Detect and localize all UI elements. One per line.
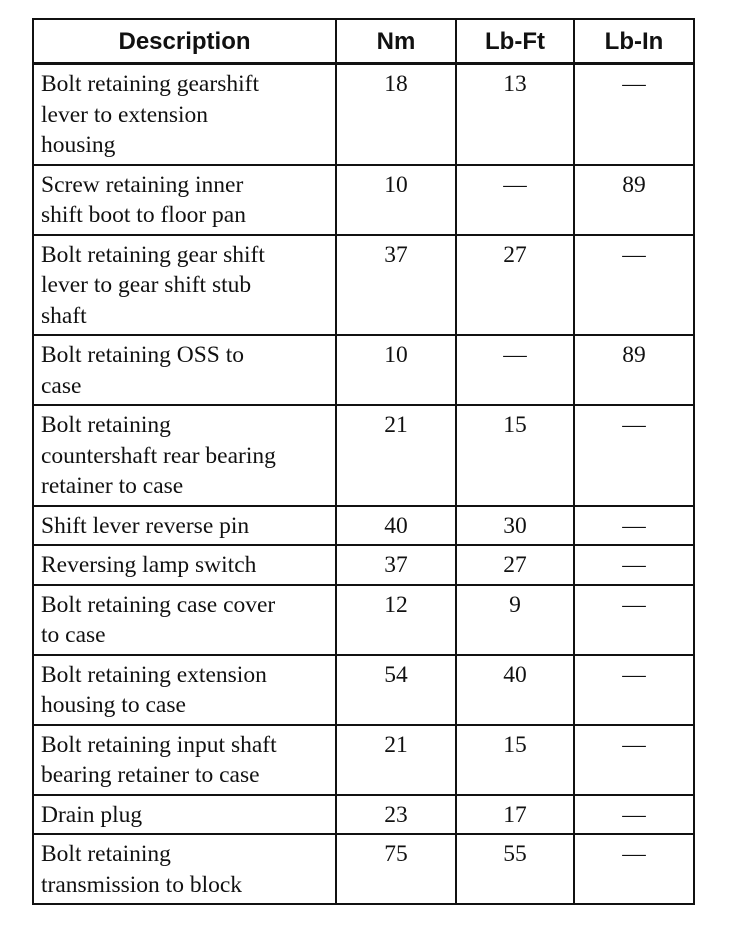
column-header-lbin: Lb-In: [574, 19, 694, 64]
description-cell: [33, 405, 336, 506]
nm-cell: 37: [336, 235, 456, 336]
description-line: Bolt retaining OSS to: [41, 342, 245, 368]
nm-cell: 21: [336, 405, 456, 506]
lbft-cell: 27: [456, 545, 574, 585]
description-line: Shift lever reverse pin: [41, 512, 250, 539]
description-line: bearing retainer to case: [41, 762, 260, 788]
description-cell: [33, 335, 336, 405]
table-row: [33, 585, 694, 655]
description-cell: [33, 64, 336, 165]
table-row: [33, 506, 694, 546]
nm-cell: 10: [336, 165, 456, 235]
description-line: to case: [41, 622, 106, 648]
nm-cell: 75: [336, 834, 456, 904]
lbin-cell: —: [574, 64, 694, 165]
lbft-cell: 40: [456, 655, 574, 725]
description-line: Bolt retaining gear shift: [41, 241, 265, 268]
description-line: Bolt retaining gearshift: [41, 71, 259, 97]
description-cell: [33, 655, 336, 725]
column-header-lbft: Lb-Ft: [456, 19, 574, 64]
lbin-cell: —: [574, 235, 694, 336]
lbin-cell: —: [574, 405, 694, 506]
lbft-cell: 9: [456, 585, 574, 655]
lbin-cell: —: [574, 585, 694, 655]
lbft-cell: 15: [456, 725, 574, 795]
nm-cell: 37: [336, 545, 456, 585]
lbin-cell: 89: [574, 165, 694, 235]
lbft-cell: 13: [456, 64, 574, 165]
description-cell: [33, 235, 336, 336]
column-header-nm: Nm: [336, 19, 456, 64]
lbin-cell: —: [574, 795, 694, 835]
description-line: Bolt retaining extension: [41, 661, 267, 688]
description-line: shift boot to floor pan: [41, 202, 246, 228]
description-line: retainer to case: [41, 473, 184, 499]
table-row: [33, 235, 694, 336]
description-line: Bolt retaining case cover: [41, 591, 276, 618]
table-row: [33, 165, 694, 235]
description-line: Screw retaining inner: [41, 171, 244, 198]
description-line: countershaft rear bearing: [41, 442, 276, 469]
table-row: [33, 725, 694, 795]
nm-cell: 12: [336, 585, 456, 655]
nm-cell: 18: [336, 64, 456, 165]
description-line: Bolt retaining: [41, 841, 171, 867]
table-row: [33, 834, 694, 904]
description-line: Bolt retaining input shaft: [41, 731, 277, 758]
description-line: Reversing lamp switch: [41, 552, 257, 578]
lbft-cell: —: [456, 335, 574, 405]
table-row: [33, 405, 694, 506]
nm-cell: 21: [336, 725, 456, 795]
nm-cell: 10: [336, 335, 456, 405]
description-cell: [33, 834, 336, 904]
description-line: housing to case: [41, 692, 186, 718]
description-line: Drain plug: [41, 801, 143, 828]
table-row: [33, 545, 694, 585]
header-row: [33, 19, 694, 64]
lbft-cell: 55: [456, 834, 574, 904]
lbin-cell: 89: [574, 335, 694, 405]
torque-spec-table: [32, 18, 695, 905]
nm-cell: 54: [336, 655, 456, 725]
nm-cell: 40: [336, 506, 456, 546]
description-line: case: [41, 372, 82, 399]
description-cell: [33, 585, 336, 655]
description-cell: [33, 795, 336, 835]
table-row: [33, 335, 694, 405]
lbft-cell: 17: [456, 795, 574, 835]
description-cell: [33, 725, 336, 795]
column-header-description: Description: [33, 19, 336, 64]
lbft-cell: —: [456, 165, 574, 235]
description-line: lever to extension: [41, 101, 209, 128]
description-cell: [33, 545, 336, 585]
description-line: housing: [41, 132, 116, 158]
lbft-cell: 30: [456, 506, 574, 546]
lbft-cell: 15: [456, 405, 574, 506]
description-line: Bolt retaining: [41, 412, 171, 438]
description-line: transmission to block: [41, 871, 243, 898]
lbin-cell: —: [574, 834, 694, 904]
description-cell: [33, 506, 336, 546]
lbft-cell: 27: [456, 235, 574, 336]
table-row: [33, 795, 694, 835]
lbin-cell: —: [574, 725, 694, 795]
description-cell: [33, 165, 336, 235]
lbin-cell: —: [574, 506, 694, 546]
description-line: lever to gear shift stub: [41, 272, 252, 298]
table-row: [33, 64, 694, 165]
description-line: shaft: [41, 302, 87, 329]
lbin-cell: —: [574, 655, 694, 725]
lbin-cell: —: [574, 545, 694, 585]
table-body: [33, 64, 694, 905]
table-row: [33, 655, 694, 725]
nm-cell: 23: [336, 795, 456, 835]
